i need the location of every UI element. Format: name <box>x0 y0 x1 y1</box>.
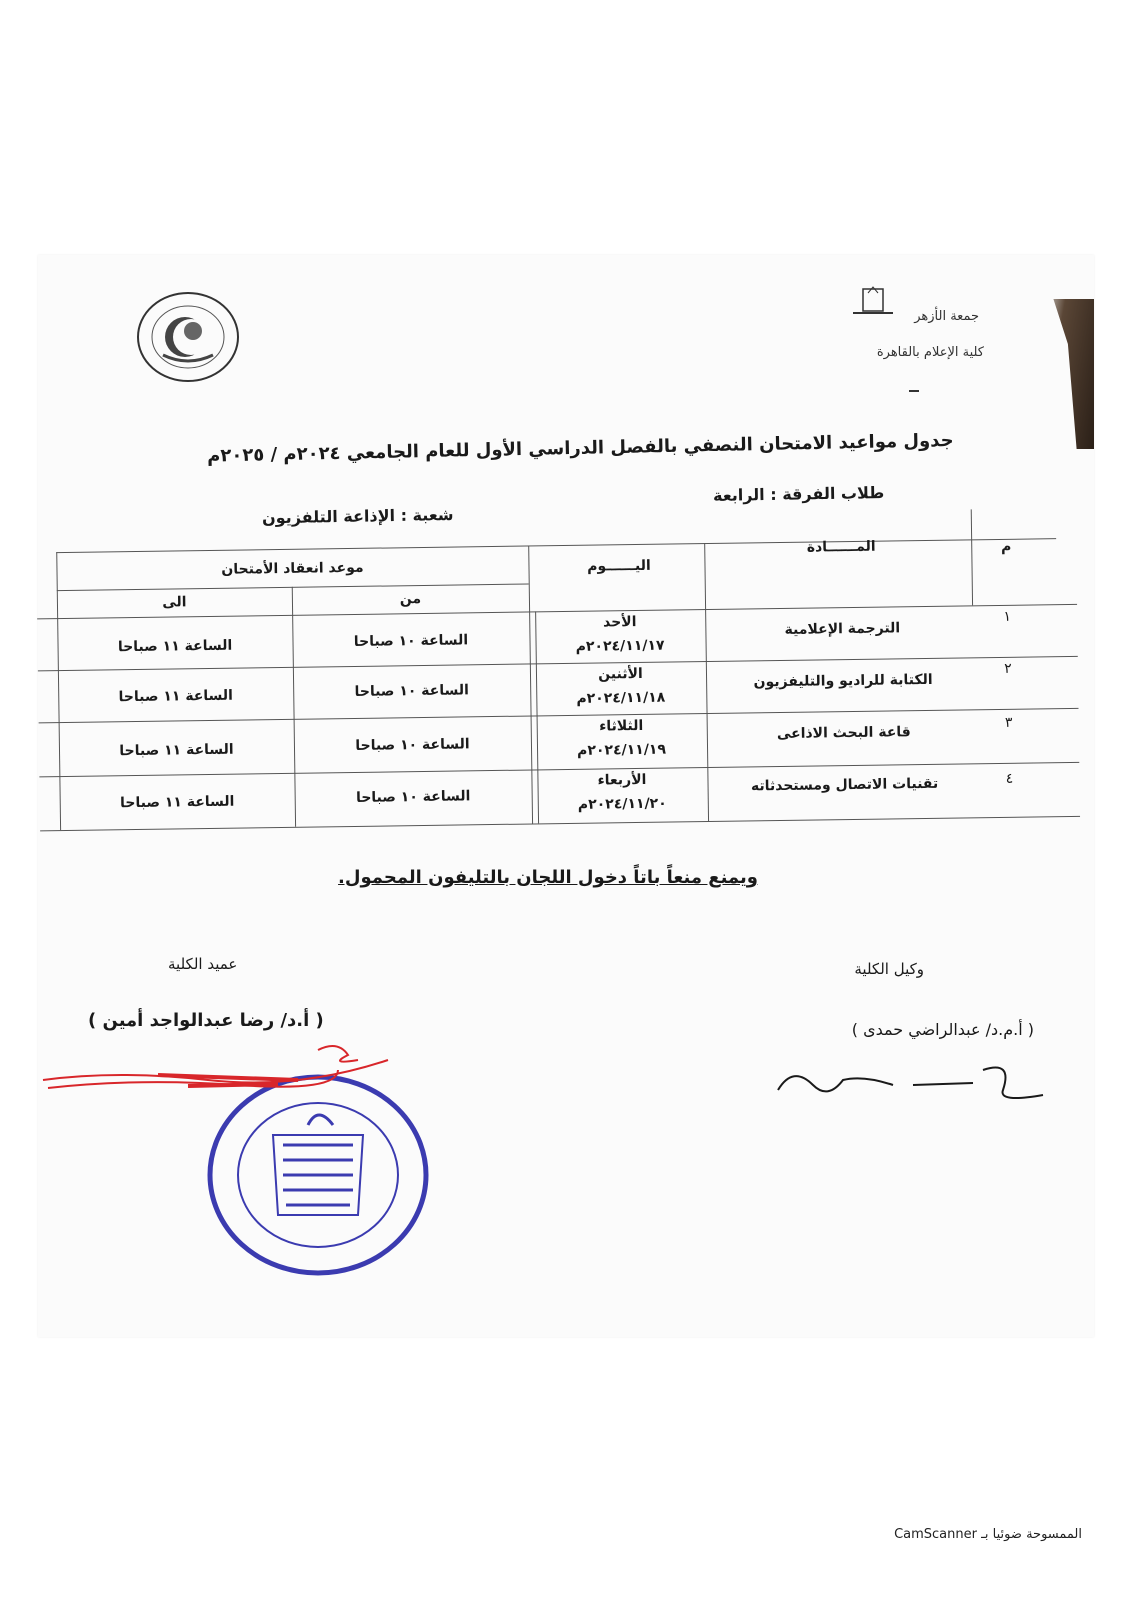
level-line: طلاب الفرقة : الرابعة <box>712 483 885 505</box>
row-num: ١ <box>1003 608 1012 625</box>
row-date: ٢٠٢٤/١١/١٩م <box>577 741 667 759</box>
row-date: ٢٠٢٤/١١/١٨م <box>576 689 666 707</box>
row-day: الأثنين <box>598 665 643 683</box>
row-day: الثلاثاء <box>599 717 644 735</box>
red-signature <box>38 1040 398 1120</box>
dean-name: ( أ.د/ رضا عبدالواجد أمين ) <box>88 1010 324 1031</box>
row-num: ٢ <box>1004 660 1012 677</box>
exam-table <box>36 508 1096 843</box>
header-dash <box>909 390 919 392</box>
row-to: الساعة ١١ صباحا <box>117 637 233 656</box>
header-num: م <box>1001 538 1012 555</box>
row-to: الساعة ١١ صباحا <box>119 741 234 760</box>
header-day: اليــــــوم <box>587 557 651 575</box>
row-from: الساعة ١٠ صباحا <box>354 682 469 700</box>
phone-ban-notice: ويمنع منعاً باتاً دخول اللجان بالتليفون المحمول. <box>338 867 758 888</box>
row-subject: تقنيات الاتصال ومستحدثاته <box>750 775 939 795</box>
dean-title: عميد الكلية <box>168 955 238 973</box>
row-subject: الكتابة للراديو والتليفزيون <box>753 671 933 691</box>
header-to: الى <box>162 594 187 611</box>
row-from: الساعة ١٠ صباحا <box>355 788 471 806</box>
row-from: الساعة ١٠ صباحا <box>355 736 470 754</box>
camscanner-footer: الممسوحة ضوئيا بـ CamScanner <box>894 1527 1082 1542</box>
university-name: جمعة الأزهر <box>914 309 979 324</box>
row-day: الأحد <box>602 614 637 631</box>
black-signature <box>773 1055 1053 1105</box>
row-from: الساعة ١٠ صباحا <box>353 632 469 650</box>
faculty-name: كلية الإعلام بالقاهرة <box>876 345 984 360</box>
vice-dean-title: وكيل الكلية <box>854 960 924 978</box>
row-subject: قاعة البحث الاذاعى <box>776 724 911 743</box>
row-num: ٤ <box>1005 770 1014 787</box>
row-date: ٢٠٢٤/١١/٢٠م <box>577 795 667 813</box>
row-to: الساعة ١١ صباحا <box>119 793 235 812</box>
row-to: الساعة ١١ صباحا <box>118 687 234 706</box>
row-date: ٢٠٢٤/١١/١٧م <box>575 637 665 655</box>
vice-dean-name: ( أ.م.د/ عبدالراضي حمدى ) <box>851 1020 1034 1039</box>
schedule-title: جدول مواعيد الامتحان النصفي بالفصل الدراسي الأول للعام الجامعي ٢٠٢٤م / ٢٠٢٥م <box>207 430 955 467</box>
university-emblem <box>843 285 903 319</box>
header-exam-time: موعد انعقاد الأمتحان <box>221 559 364 578</box>
row-day: الأربعاء <box>597 771 647 789</box>
table-line <box>40 816 1080 832</box>
header-subject: المــــــادة <box>806 538 876 556</box>
table-line <box>971 509 973 605</box>
table-line <box>704 543 709 821</box>
faculty-logo <box>133 287 243 387</box>
division-line: شعبة : الإذاعة التلفزيون <box>262 505 455 528</box>
row-subject: الترجمة الإعلامية <box>784 620 901 638</box>
row-num: ٣ <box>1004 714 1013 731</box>
header-from: من <box>399 591 422 608</box>
document-page <box>38 255 1094 1337</box>
page-edge-shadow <box>1036 299 1094 449</box>
